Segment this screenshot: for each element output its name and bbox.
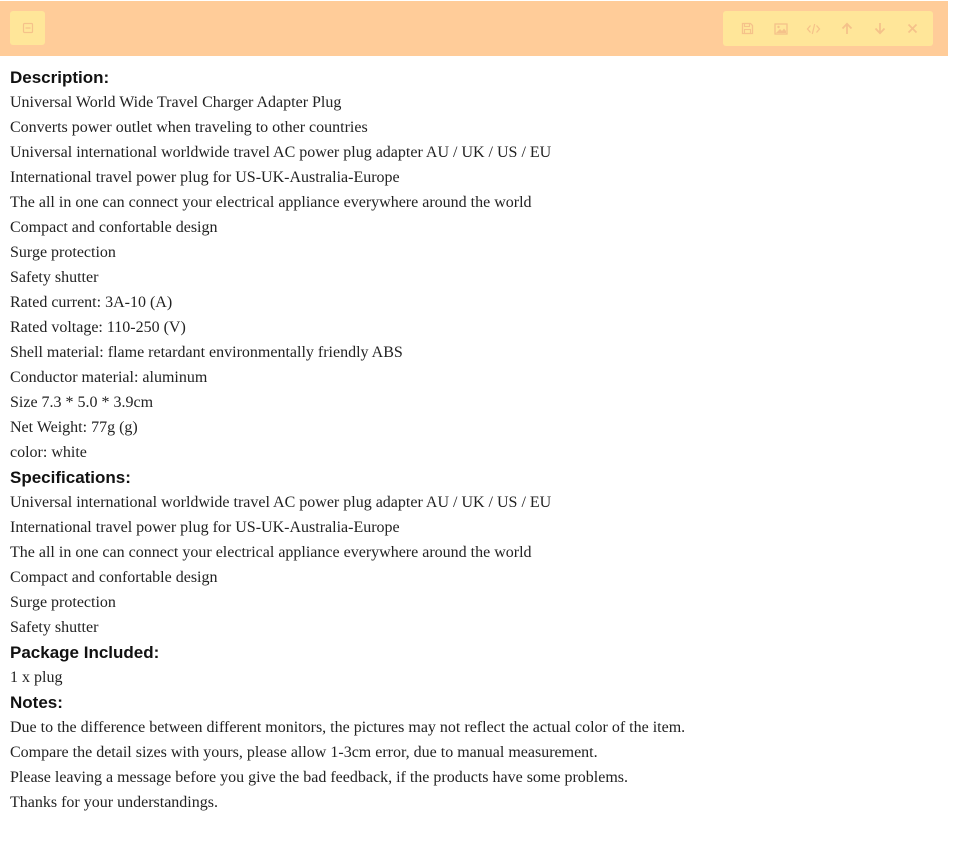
notes-line: Compare the detail sizes with yours, please allow 1-3cm error, due to manual measurement. (10, 744, 598, 761)
description-line: Universal World Wide Travel Charger Adapter Plug (10, 94, 342, 111)
notes-line: Thanks for your understandings. (10, 794, 218, 811)
description-line: The all in one can connect your electrical appliance everywhere around the world (10, 194, 532, 211)
specification-line: The all in one can connect your electrical appliance everywhere around the world (10, 544, 532, 561)
specification-line: International travel power plug for US-UK-Australia-Europe (10, 519, 400, 536)
close-icon (907, 23, 918, 34)
description-line: Converts power outlet when traveling to other countries (10, 119, 368, 136)
section-heading-package-included: Package Included: (10, 643, 160, 662)
specification-line: Surge protection (10, 594, 116, 611)
specification-line: Compact and confortable design (10, 569, 218, 586)
section-heading-description: Description: (10, 68, 110, 87)
save-icon (741, 22, 754, 35)
image-button[interactable] (764, 12, 797, 45)
block-actions (723, 11, 933, 46)
editor-toolbar (0, 1, 948, 56)
description-line: Safety shutter (10, 269, 99, 286)
description-line: International travel power plug for US-UK-Australia-Europe (10, 169, 400, 186)
package-line: 1 x plug (10, 669, 63, 686)
notes-line: Due to the difference between different monitors, the pictures may not reflect the actual color of the item. (10, 719, 686, 736)
description-line: color: white (10, 444, 87, 461)
section-heading-notes: Notes: (10, 693, 63, 712)
arrow-down-icon (874, 22, 886, 35)
arrow-up-icon (841, 22, 853, 35)
collapse-button[interactable] (10, 11, 45, 45)
description-line: Universal international worldwide travel AC power plug adapter AU / UK / US / EU (10, 144, 552, 161)
description-line: Net Weight: 77g (g) (10, 419, 138, 436)
move-up-button[interactable] (830, 12, 863, 45)
code-button[interactable] (797, 12, 830, 45)
image-icon (774, 23, 788, 35)
save-button[interactable] (731, 12, 764, 45)
product-description (10, 65, 950, 815)
collapse-icon (22, 22, 34, 34)
description-line: Surge protection (10, 244, 116, 261)
specification-line: Safety shutter (10, 619, 99, 636)
description-line: Shell material: flame retardant environmentally friendly ABS (10, 344, 403, 361)
description-line: Compact and confortable design (10, 219, 218, 236)
description-line: Size 7.3 * 5.0 * 3.9cm (10, 394, 154, 411)
code-icon (806, 23, 821, 35)
description-line: Rated voltage: 110-250 (V) (10, 319, 186, 336)
specification-line: Universal international worldwide travel AC power plug adapter AU / UK / US / EU (10, 494, 552, 511)
delete-button[interactable] (896, 12, 929, 45)
notes-line: Please leaving a message before you give the bad feedback, if the products have some problems. (10, 769, 629, 786)
description-line: Rated current: 3A-10 (A) (10, 294, 173, 311)
section-heading-specifications: Specifications: (10, 468, 131, 487)
description-line: Conductor material: aluminum (10, 369, 208, 386)
move-down-button[interactable] (863, 12, 896, 45)
